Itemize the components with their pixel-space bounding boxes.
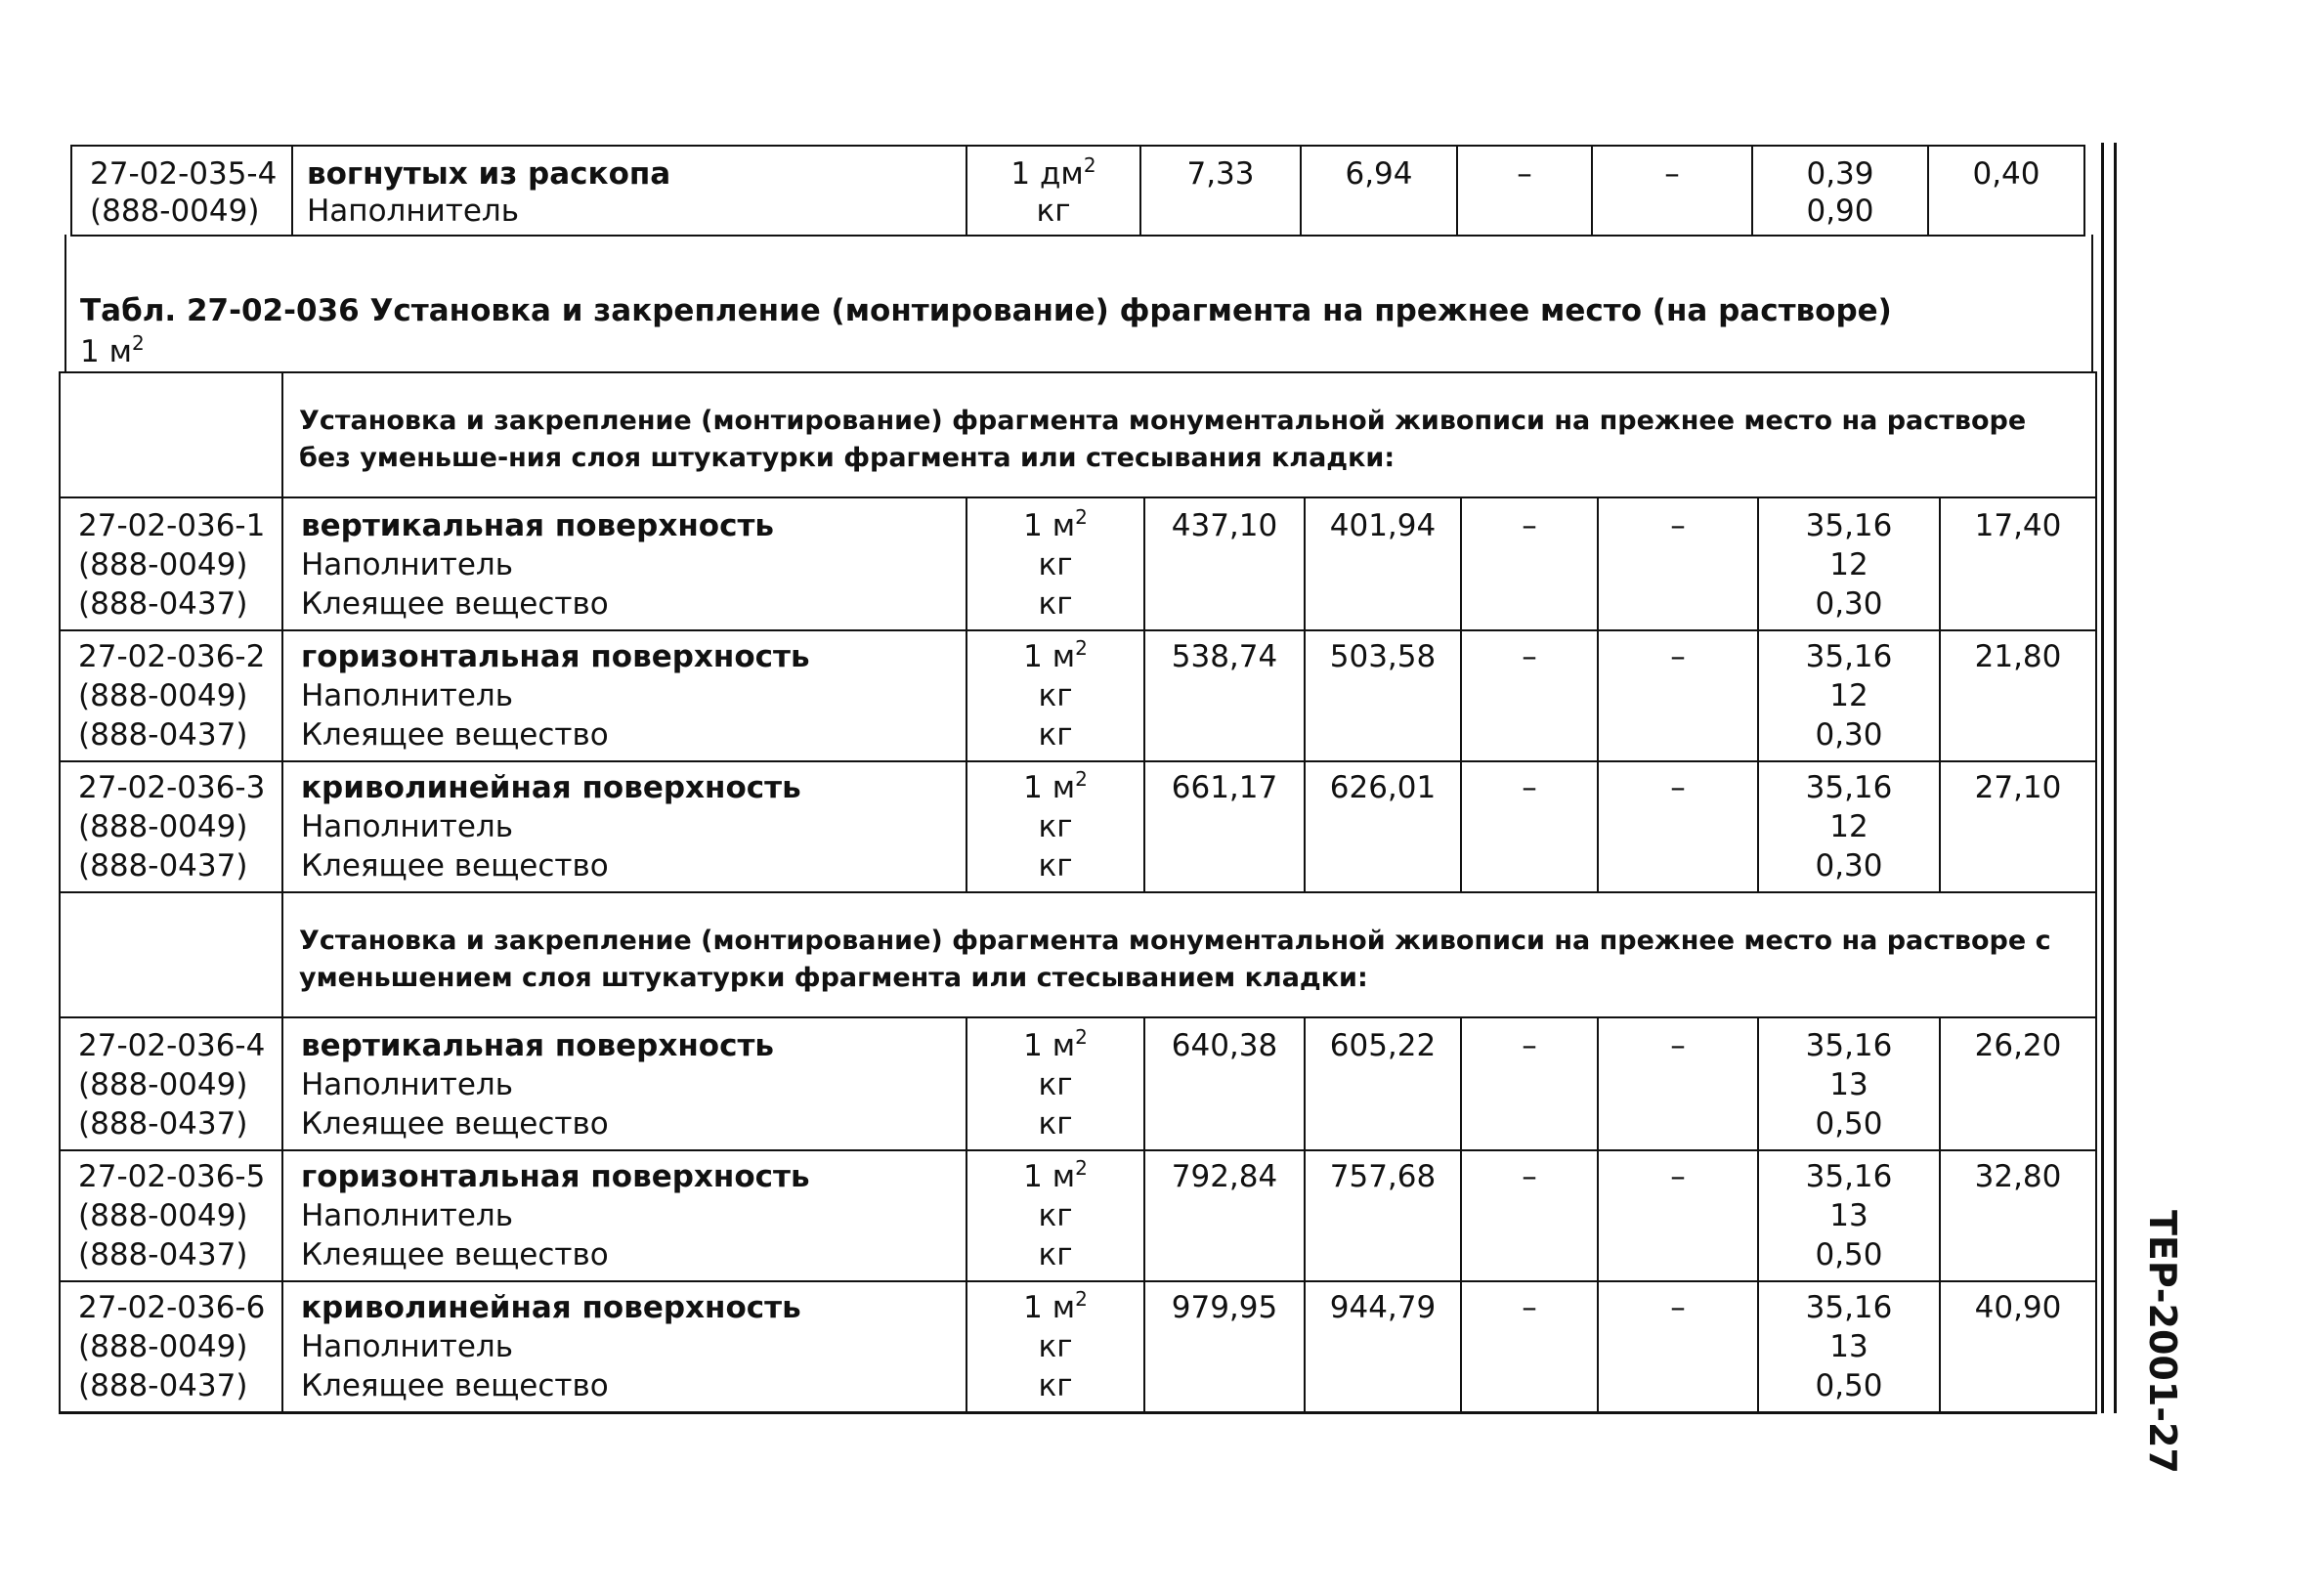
unit-sup: 2 [1083,153,1096,177]
rule [70,145,72,237]
cell-value: 35,16 [1805,1290,1893,1325]
cell-dash: – [1522,1028,1537,1063]
cell-value: 13 [1829,1067,1868,1102]
cell-value: 35,16 [1805,508,1893,543]
unit-kg: кг [1038,678,1073,713]
unit-kg: кг [1038,1067,1073,1102]
row-name: горизонтальная поверхность [301,1159,810,1194]
unit-kg: кг [1038,1368,1073,1403]
cell-value: 32,80 [1974,1159,2062,1194]
cell-value: 6,94 [1345,156,1413,192]
cell-dash: – [1670,1290,1686,1325]
rule [1304,1016,1306,1413]
row-code: 27-02-036-4 [78,1028,266,1063]
cell-dash: – [1522,770,1537,805]
unit-cell [967,637,1143,679]
row-code: 27-02-036-2 [78,639,266,674]
rule [59,629,2097,631]
material-code: (888-0437) [78,586,248,622]
material-name: Клеящее вещество [301,848,609,884]
cell-value: 401,94 [1329,508,1437,543]
unit-text: 1 м [1023,770,1076,805]
unit-cell [967,768,1143,810]
unit-kg: кг [1038,547,1073,582]
cell-value: 35,16 [1805,1159,1893,1194]
rule [59,1411,2097,1414]
rule [1460,1016,1462,1413]
rule [1597,1016,1599,1413]
cell-value: 26,20 [1974,1028,2062,1063]
unit-kg: кг [1038,809,1073,844]
cell-value: 0,50 [1815,1368,1883,1403]
cell-value: 35,16 [1805,770,1893,805]
margin-rule [2101,143,2104,1413]
rule [1939,1016,1941,1413]
rule [1143,496,1145,891]
unit-kg: кг [1038,848,1073,884]
row-name: вертикальная поверхность [301,508,775,543]
cell-value: 12 [1829,809,1868,844]
rule [59,371,61,1413]
unit-text: 1 дм [1010,156,1084,192]
row-name: горизонтальная поверхность [301,639,810,674]
row-name: вогнутых из раскопа [307,156,671,192]
cell-value: 605,22 [1329,1028,1437,1063]
unit-kg: кг [1038,1198,1073,1233]
material-name: Клеящее вещество [301,1368,609,1403]
material-code: (888-0049) [78,1329,248,1364]
material-code: (888-0437) [78,1106,248,1142]
cell-value: 21,80 [1974,639,2062,674]
cell-dash: – [1670,639,1686,674]
cell-value: 7,33 [1186,156,1255,192]
unit-cell [967,1026,1143,1068]
material-name: Наполнитель [301,1198,513,1233]
cell-value: 0,90 [1806,194,1874,229]
unit-kg: кг [1038,586,1073,622]
cell-value: 27,10 [1974,770,2062,805]
rule [2095,371,2097,1413]
row-name: криволинейная поверхность [301,770,801,805]
unit-sup: 2 [1075,636,1088,660]
cell-dash: – [1522,1159,1537,1194]
cell-dash: – [1670,1028,1686,1063]
row-code: 27-02-036-6 [78,1290,266,1325]
material-code: (888-0049) [78,678,248,713]
cell-value: 0,30 [1815,717,1883,753]
unit-text: 1 м [1023,508,1076,543]
cell-value: 35,16 [1805,1028,1893,1063]
cell-value: 40,90 [1974,1290,2062,1325]
cell-dash: – [1664,156,1680,192]
cell-value: 503,58 [1329,639,1437,674]
unit-sup: 2 [1075,505,1088,529]
material-code: (888-0437) [78,1368,248,1403]
rule [59,371,2097,373]
cell-value: 0,50 [1815,1237,1883,1272]
rule [59,1016,2097,1018]
material-name: Клеящее вещество [301,1106,609,1142]
cell-dash: – [1670,770,1686,805]
cell-value: 538,74 [1171,639,1278,674]
unit-kg: кг [1038,1329,1073,1364]
cell-value: 792,84 [1171,1159,1278,1194]
material-code: (888-0437) [78,848,248,884]
material-name: Клеящее вещество [301,717,609,753]
cell-value: 0,40 [1972,156,2040,192]
row-code: 27-02-036-3 [78,770,266,805]
unit-sup: 2 [1075,767,1088,791]
cell-value: 757,68 [1329,1159,1437,1194]
cell-value: 661,17 [1171,770,1278,805]
cell-value: 626,01 [1329,770,1437,805]
material-name: Клеящее вещество [301,1237,609,1272]
unit-kg: кг [1038,1237,1073,1272]
material-name: Наполнитель [307,194,519,229]
material-name: Наполнитель [301,809,513,844]
material-code: (888-0049) [78,547,248,582]
cell-value: 437,10 [1171,508,1278,543]
cell-dash: – [1522,1290,1537,1325]
cell-dash: – [1670,1159,1686,1194]
rule [70,145,2085,147]
cell-value: 0,30 [1815,586,1883,622]
cell-dash: – [1522,639,1537,674]
unit-sup: 2 [1075,1025,1088,1049]
table-unit [80,332,145,374]
rule [64,235,66,371]
cell-value: 0,39 [1806,156,1874,192]
cell-dash: – [1517,156,1532,192]
rule [281,371,283,1413]
rule [1597,496,1599,891]
unit-sup: 2 [1075,1287,1088,1311]
cell-value: 13 [1829,1198,1868,1233]
rule [59,1280,2097,1282]
material-name: Наполнитель [301,547,513,582]
unit-kg: кг [1038,1106,1073,1142]
cell-value: 944,79 [1329,1290,1437,1325]
cell-value: 12 [1829,678,1868,713]
rule [291,145,293,237]
cell-value: 12 [1829,547,1868,582]
rule [2091,235,2093,371]
row-code: 27-02-036-5 [78,1159,266,1194]
cell-value: 0,30 [1815,848,1883,884]
unit-text: 1 м [1023,1028,1076,1063]
unit-kg: кг [1038,717,1073,753]
material-name: Наполнитель [301,1329,513,1364]
unit-cell [967,1157,1143,1199]
unit-sup: 2 [1075,1156,1088,1180]
rule [59,496,2097,498]
material-code: (888-0049) [90,194,260,229]
side-label: ТЕР-2001-27 [2141,1210,2184,1474]
cell-value: 640,38 [1171,1028,1278,1063]
cell-value: 17,40 [1974,508,2062,543]
rule [59,891,2097,893]
unit-text: 1 м [1023,1159,1076,1194]
material-name: Наполнитель [301,678,513,713]
cell-value: 0,50 [1815,1106,1883,1142]
unit-cell [967,154,1139,196]
row-code: 27-02-035-4 [90,156,278,192]
material-code: (888-0049) [78,1198,248,1233]
material-name: Наполнитель [301,1067,513,1102]
rule [1939,496,1941,891]
cell-value: 979,95 [1171,1290,1278,1325]
rule [1143,1016,1145,1413]
cell-value: 13 [1829,1329,1868,1364]
rule [1304,496,1306,891]
rule [1460,496,1462,891]
rule [2083,145,2085,237]
row-name: вертикальная поверхность [301,1028,775,1063]
cell-value: 35,16 [1805,639,1893,674]
section-header: Установка и закрепление (монтирование) фрагмента монументальной живописи на прежнее место на растворе без уменьше-ния слоя штукатурки фрагмента или стесывания кладки: [299,406,2027,473]
unit-cell [967,506,1143,548]
unit-kg: кг [1036,194,1071,229]
row-name: криволинейная поверхность [301,1290,801,1325]
table-unit-sup: 2 [131,331,145,355]
rule [59,760,2097,762]
cell-dash: – [1670,508,1686,543]
unit-cell [967,1288,1143,1330]
margin-rule [2114,143,2117,1413]
material-code: (888-0437) [78,1237,248,1272]
unit-text: 1 м [1023,1290,1076,1325]
unit-text: 1 м [1023,639,1076,674]
row-code: 27-02-036-1 [78,508,266,543]
section-header: Установка и закрепление (монтирование) фрагмента монументальной живописи на прежнее место на растворе с уменьшением слоя штукатурки фрагмента или стесыванием кладки: [299,926,2051,993]
table-unit-text: 1 м [80,334,132,369]
cell-dash: – [1522,508,1537,543]
material-name: Клеящее вещество [301,586,609,622]
rule [59,1149,2097,1151]
rule [70,235,2085,237]
material-code: (888-0049) [78,1067,248,1102]
table-title: Табл. 27-02-036 Установка и закрепление (монтирование) фрагмента на прежнее место (на растворе) [80,293,1892,328]
material-code: (888-0437) [78,717,248,753]
material-code: (888-0049) [78,809,248,844]
